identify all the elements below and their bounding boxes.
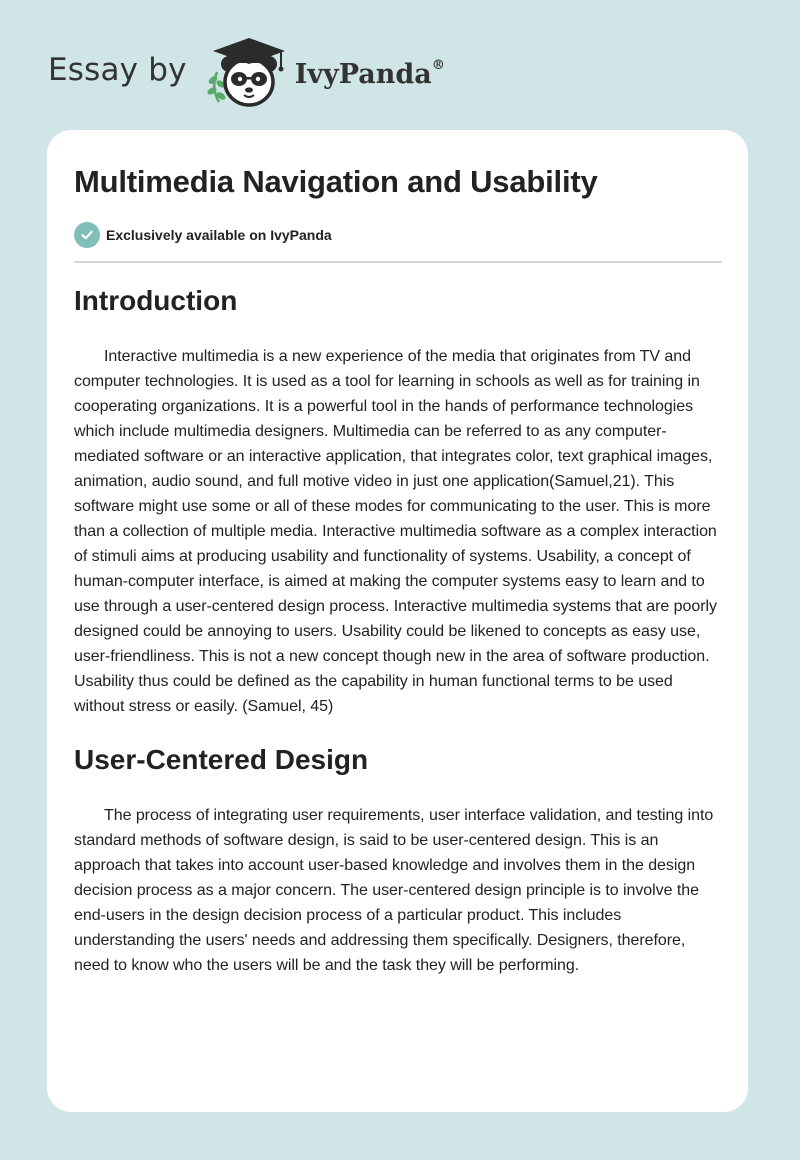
brand-header[interactable] [48,34,445,110]
registered-mark: ® [431,57,445,73]
section-introduction [74,280,722,719]
badge-text: Exclusively available on IvyPanda [106,227,332,243]
check-circle-icon [74,222,100,248]
essay-content [74,280,722,978]
essay-card [47,130,748,1112]
page-title: Multimedia Navigation and Usability [74,164,598,199]
panda-graduation-cap-icon [201,34,293,110]
section-paragraph: Interactive multimedia is a new experience of the media that originates from TV and computer technologies. It is used as a tool for learning in schools as well as for training in cooperating organizations. It is a powerful tool in the hands of performance technologies which include multimedia designers. Multimedia can be referred to as any computer-mediated software or an interactive application, that integrates color, text graphical images, animation, audio sound, and full motive video in just one application(Samuel,21). This software might use some or all of these modes for communicating to the user. This is more than a collection of multiple media. Interactive multimedia software as a complex interaction of stimuli aims at producing usability and functionality of systems. Usability, a concept of human-computer interface, is aimed at making the computer systems easy to learn and to use through a user-centered design process. Interactive multimedia systems that are poorly designed could be annoying to users. Usability could be likened to concepts as easy use, user-friendliness. This is not a new concept though new in the area of software production. Usability thus could be defined as the capability in human functional terms to be used without stress or easily. (Samuel, 45) [74,348,717,715]
brand-name-text: IvyPanda [294,58,432,90]
exclusive-badge [74,222,332,248]
section-paragraph: The process of integrating user requirements, user interface validation, and testing into standard methods of software design, is said to be user-centered design. This is an approach that takes into account user-based knowledge and involves them in the design decision process as a major concern. The user-centered design principle is to involve the end-users in the design decision process of a particular product. This includes understanding the users' needs and addressing them specifically. Designers, therefore, need to know who the users will be and the task they will be performing. [74,807,714,974]
essay-by-label: Essay by [48,52,187,88]
brand-name [295,59,445,90]
section-heading: User-Centered Design [74,744,369,775]
section-user-centered-design [74,739,722,978]
divider [74,261,722,263]
section-heading: Introduction [74,285,238,316]
